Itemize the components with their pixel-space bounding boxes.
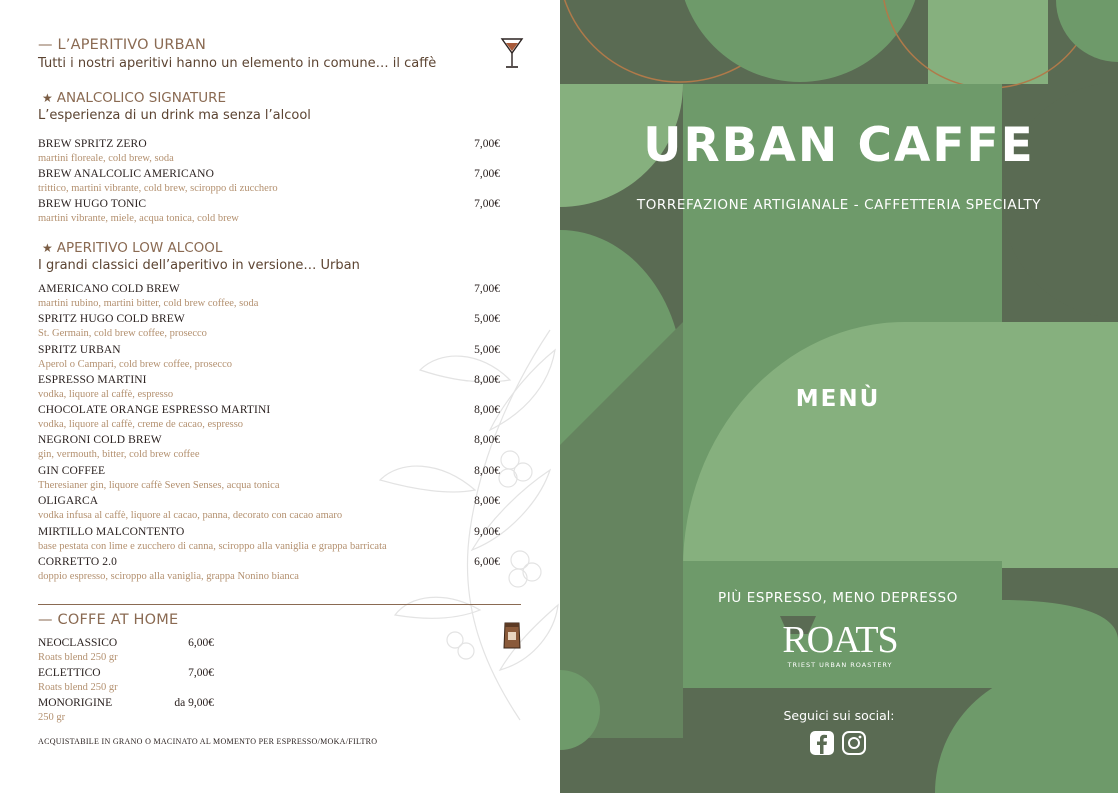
item-description: base pestata con lime e zucchero di canna, sciroppo alla vaniglia e grappa barricata	[38, 541, 387, 552]
item-name: BREW ANALCOLIC AMERICANO	[38, 168, 214, 180]
item-price: 6,00€	[474, 556, 500, 568]
item-price: 6,00€	[188, 637, 214, 649]
brand-title: URBAN CAFFE	[643, 118, 1035, 173]
analcolico-title-text: ANALCOLICO SIGNATURE	[56, 90, 227, 106]
facebook-icon[interactable]	[809, 730, 835, 756]
item-description: vodka, liquore al caffè, espresso	[38, 389, 174, 400]
social-label: Seguici sui social:	[783, 708, 895, 723]
item-description: 250 gr	[38, 712, 66, 723]
analcolico-title	[42, 90, 226, 106]
roats-name: ROATS	[782, 619, 898, 661]
item-name: NEOCLASSICO	[38, 637, 118, 649]
item-description: vodka, liquore al caffè, creme de cacao, espresso	[38, 419, 244, 430]
item-price: da 9,00€	[174, 697, 214, 709]
item-description: Aperol o Campari, cold brew coffee, prosecco	[38, 359, 232, 370]
menu-label: MENÙ	[795, 386, 881, 412]
item-name: CORRETTO 2.0	[38, 556, 117, 568]
item-description: martini vibrante, miele, acqua tonica, cold brew	[38, 213, 239, 224]
section-divider	[38, 604, 521, 605]
item-price: 8,00€	[474, 404, 500, 416]
low-alcool-subtitle: I grandi classici dell’aperitivo in versione… Urban	[38, 258, 360, 273]
item-description: St. Germain, cold brew coffee, prosecco	[38, 328, 207, 339]
brand-subtitle: TORREFAZIONE ARTIGIANALE - CAFFETTERIA SPECIALTY	[636, 197, 1042, 213]
low-alcool-title-text: APERITIVO LOW ALCOOL	[56, 240, 223, 256]
item-price: 5,00€	[474, 344, 500, 356]
coffee-branch-illustration	[360, 310, 560, 730]
item-description: martini rubino, martini bitter, cold brew coffee, soda	[38, 298, 259, 309]
item-price: 7,00€	[474, 138, 500, 150]
item-name: ECLETTICO	[38, 667, 101, 679]
coffee-bag-icon	[502, 620, 522, 650]
item-price: 7,00€	[188, 667, 214, 679]
low-alcool-title	[42, 240, 222, 256]
item-price: 8,00€	[474, 434, 500, 446]
home-title: — COFFE AT HOME	[38, 612, 179, 628]
roats-tagline: TRIEST URBAN ROASTERY	[787, 661, 893, 669]
item-name: AMERICANO COLD BREW	[38, 283, 180, 295]
item-description: doppio espresso, sciroppo alla vaniglia, grappa Nonino bianca	[38, 571, 299, 582]
item-name: OLIGARCA	[38, 495, 99, 507]
item-price: 9,00€	[474, 526, 500, 538]
item-price: 7,00€	[474, 283, 500, 295]
item-description: Roats blend 250 gr	[38, 652, 118, 663]
item-description: gin, vermouth, bitter, cold brew coffee	[38, 449, 200, 460]
item-description: vodka infusa al caffè, liquore al cacao, panna, decorato con cacao amaro	[38, 510, 343, 521]
item-name: NEGRONI COLD BREW	[38, 434, 162, 446]
cocktail-glass-icon	[500, 36, 524, 70]
item-price: 7,00€	[474, 168, 500, 180]
menu-cover-page	[560, 0, 1118, 793]
item-price: 8,00€	[474, 465, 500, 477]
item-name: SPRITZ URBAN	[38, 344, 121, 356]
roats-logo	[778, 618, 902, 674]
item-name: MONORIGINE	[38, 697, 113, 709]
item-name: SPRITZ HUGO COLD BREW	[38, 313, 185, 325]
item-name: ESPRESSO MARTINI	[38, 374, 147, 386]
item-price: 8,00€	[474, 374, 500, 386]
item-name: BREW HUGO TONIC	[38, 198, 147, 210]
purchase-note: ACQUISTABILE IN GRANO O MACINATO AL MOMENTO PER ESPRESSO/MOKA/FILTRO	[38, 737, 378, 746]
star-icon: ★	[42, 91, 53, 105]
item-price: 7,00€	[474, 198, 500, 210]
aperitivo-title: — L’APERITIVO URBAN	[38, 37, 206, 53]
slogan: PIÙ ESPRESSO, MENO DEPRESSO	[718, 590, 958, 606]
instagram-icon[interactable]	[841, 730, 867, 756]
item-name: MIRTILLO MALCONTENTO	[38, 526, 185, 538]
item-description: trittico, martini vibrante, cold brew, sciroppo di zucchero	[38, 183, 278, 194]
item-description: Roats blend 250 gr	[38, 682, 118, 693]
item-name: CHOCOLATE ORANGE ESPRESSO MARTINI	[38, 404, 271, 416]
item-price: 8,00€	[474, 495, 500, 507]
aperitivo-subtitle: Tutti i nostri aperitivi hanno un elemento in comune… il caffè	[38, 56, 437, 71]
item-name: BREW SPRITZ ZERO	[38, 138, 147, 150]
analcolico-subtitle: L’esperienza di un drink ma senza l’alcool	[38, 108, 311, 123]
item-name: GIN COFFEE	[38, 465, 106, 477]
item-price: 5,00€	[474, 313, 500, 325]
star-icon: ★	[42, 241, 53, 255]
social-links	[809, 730, 871, 758]
item-description: martini floreale, cold brew, soda	[38, 153, 174, 164]
item-description: Theresianer gin, liquore caffè Seven Senses, acqua tonica	[38, 480, 280, 491]
